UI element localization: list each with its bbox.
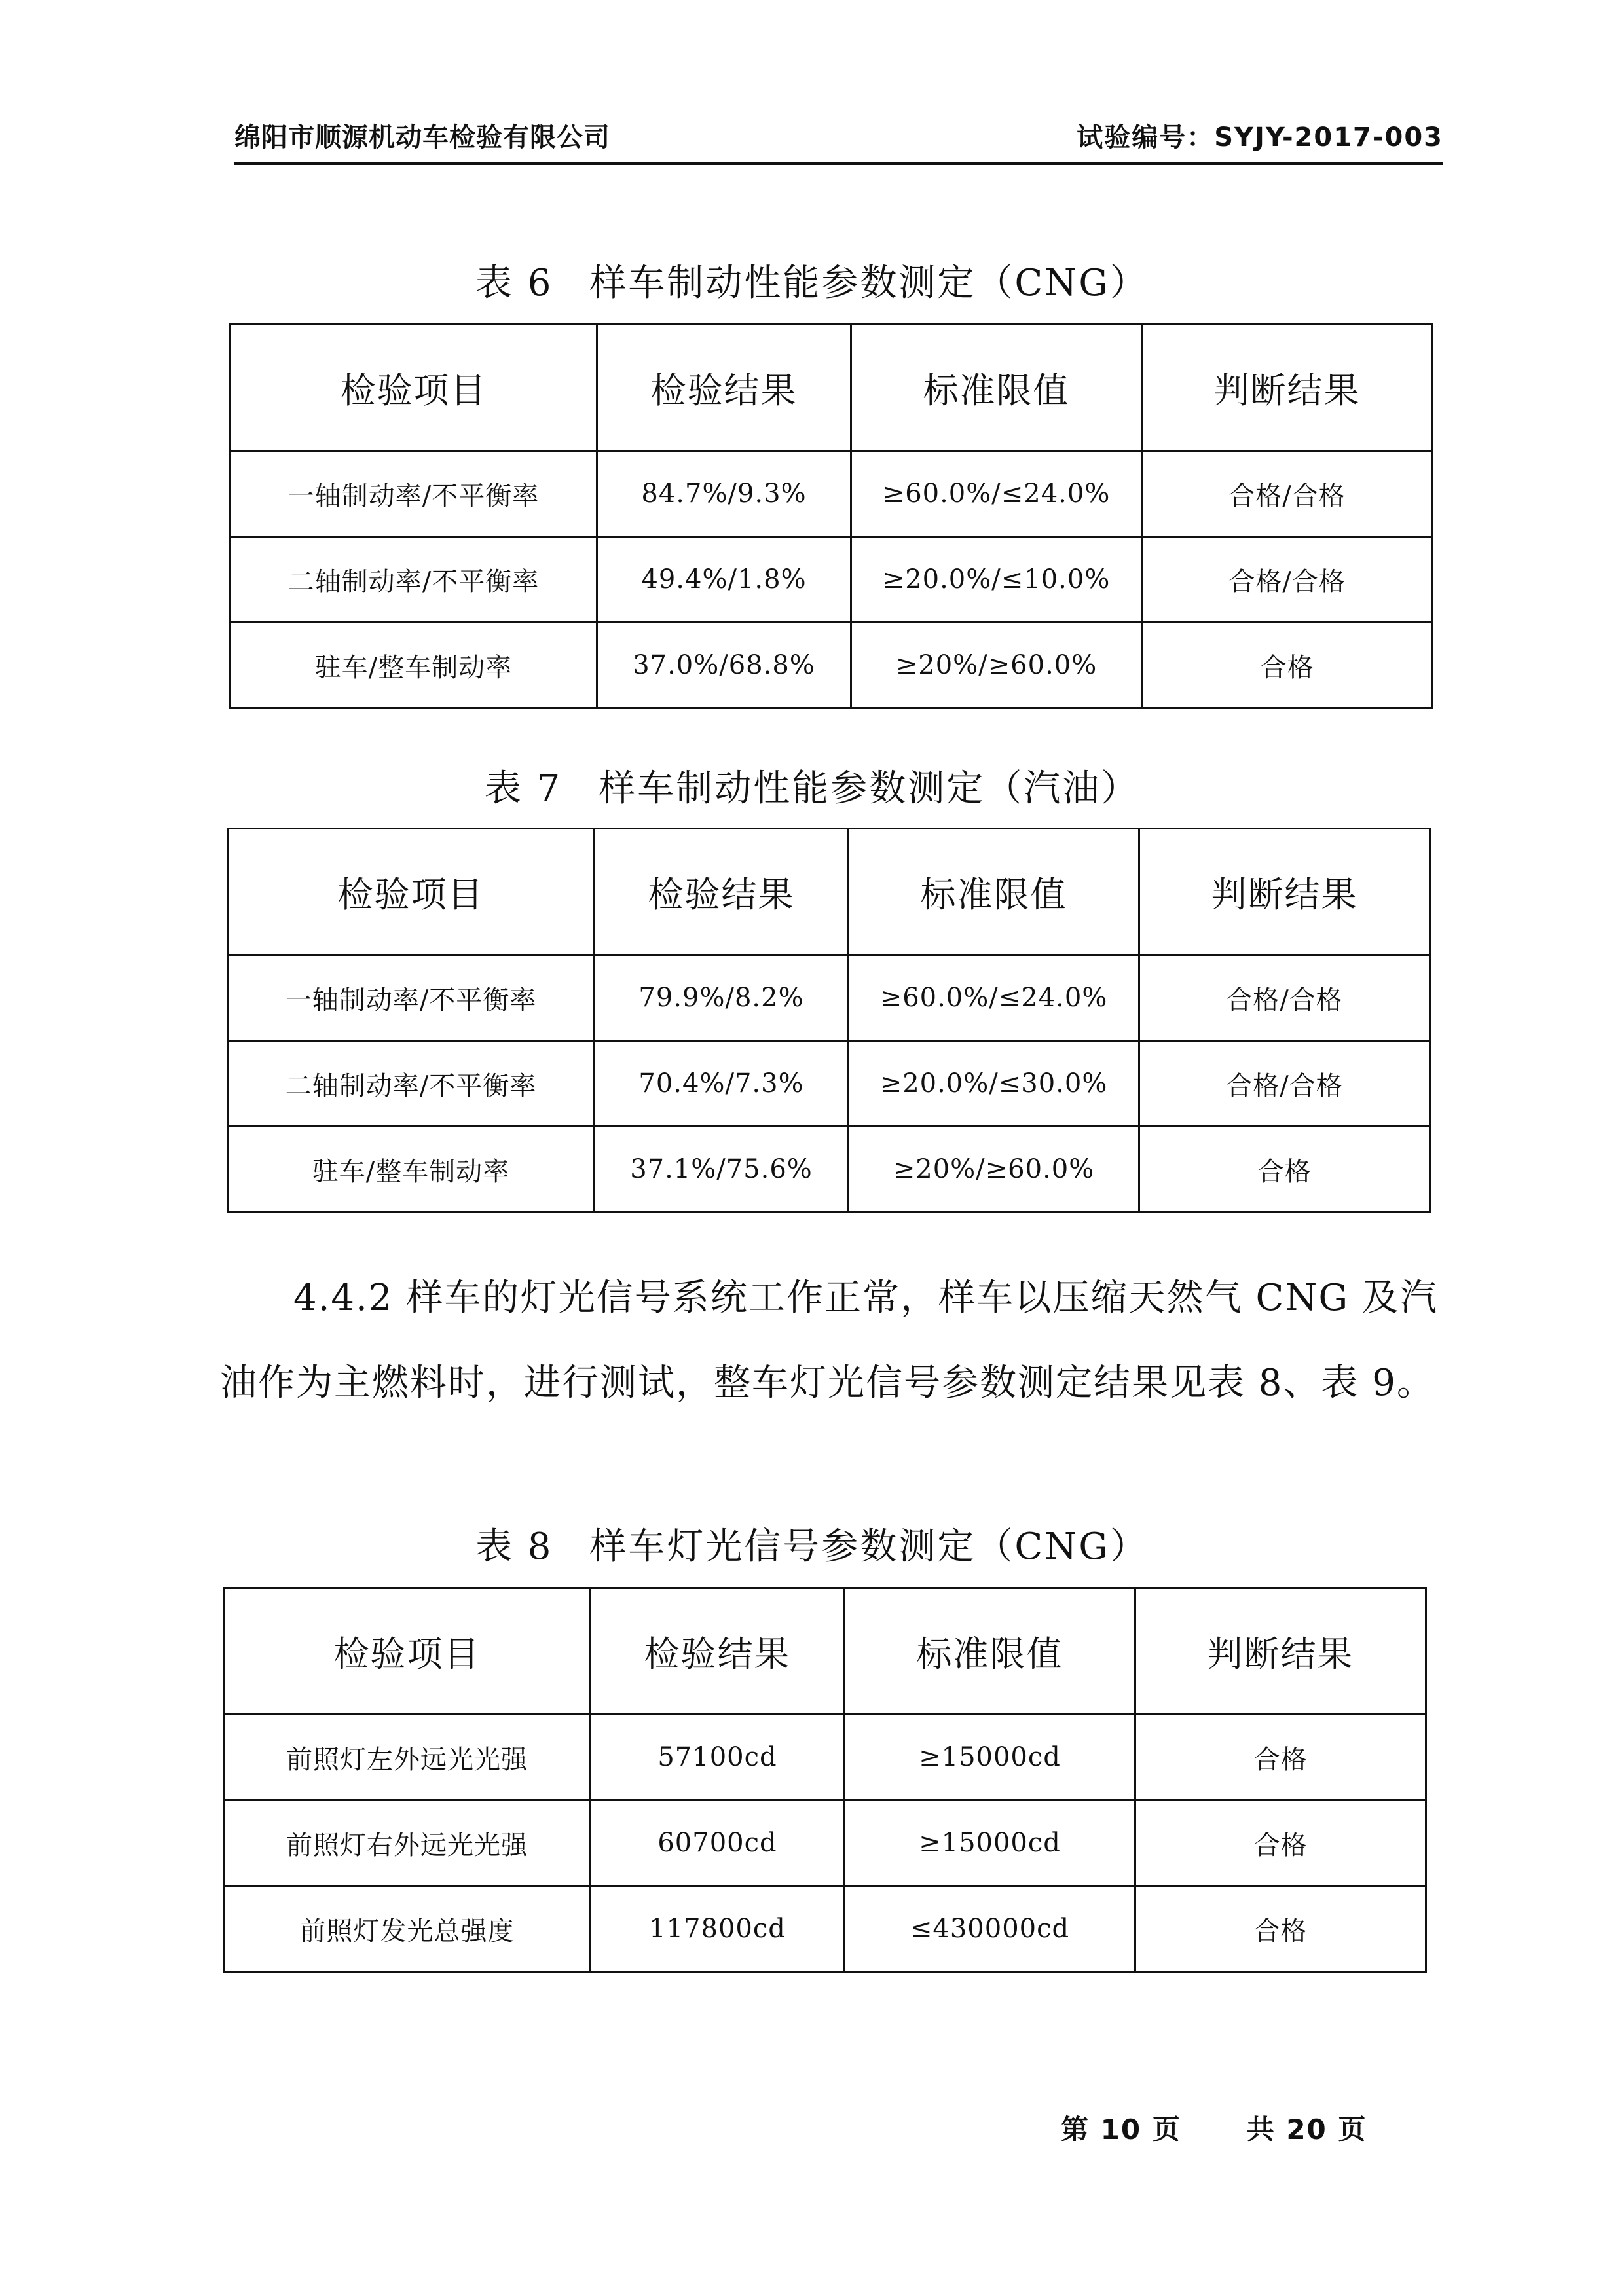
column-header: 标准限值 xyxy=(845,1588,1135,1715)
table-6-number: 表 6 xyxy=(475,262,553,304)
page-footer xyxy=(1061,2108,1367,2147)
table-cell: 117800cd xyxy=(591,1886,845,1972)
table-cell: 37.1%/75.6% xyxy=(595,1127,849,1212)
table-cell: 前照灯发光总强度 xyxy=(224,1886,591,1972)
table-cell: ≥15000cd xyxy=(845,1715,1135,1800)
table-cell: 合格 xyxy=(1135,1715,1426,1800)
column-header: 标准限值 xyxy=(851,325,1142,451)
table-6-caption xyxy=(0,254,1624,306)
table-6 xyxy=(229,323,1433,709)
table-cell: 驻车/整车制动率 xyxy=(231,623,597,708)
column-header: 标准限值 xyxy=(849,829,1139,955)
table-7 xyxy=(227,828,1431,1213)
table-row xyxy=(231,537,1433,623)
table-cell: 60700cd xyxy=(591,1800,845,1886)
table-cell: 合格 xyxy=(1135,1886,1426,1972)
table-7-caption xyxy=(0,759,1624,812)
table-header-row xyxy=(231,325,1433,451)
table-row xyxy=(231,623,1433,708)
column-header: 检验项目 xyxy=(231,325,597,451)
column-header: 检验项目 xyxy=(224,1588,591,1715)
table-cell: 84.7%/9.3% xyxy=(597,451,851,537)
table-row xyxy=(228,1041,1430,1127)
table-cell: 合格 xyxy=(1135,1800,1426,1886)
table-6-title: 样车制动性能参数测定（CNG） xyxy=(589,262,1149,304)
table-cell: 合格/合格 xyxy=(1142,537,1433,623)
table-8-caption xyxy=(0,1518,1624,1570)
table-row xyxy=(231,451,1433,537)
column-header: 判断结果 xyxy=(1135,1588,1426,1715)
table-cell: 合格/合格 xyxy=(1139,1041,1430,1127)
test-number: 试验编号：SYJY-2017-003 xyxy=(1077,122,1443,153)
table-row xyxy=(228,955,1430,1041)
table-7-title: 样车制动性能参数测定（汽油） xyxy=(599,767,1140,810)
page-header xyxy=(234,117,1443,156)
table-cell: 前照灯右外远光光强 xyxy=(224,1800,591,1886)
table-8 xyxy=(223,1587,1427,1973)
table-cell: 合格/合格 xyxy=(1142,451,1433,537)
table-cell: 驻车/整车制动率 xyxy=(228,1127,595,1212)
table-row xyxy=(224,1715,1426,1800)
table-row xyxy=(224,1800,1426,1886)
table-cell: ≤430000cd xyxy=(845,1886,1135,1972)
page-number: 第 10 页 xyxy=(1061,2113,1181,2145)
table-cell: ≥20.0%/≤30.0% xyxy=(849,1041,1139,1127)
table-cell: ≥20%/≥60.0% xyxy=(849,1127,1139,1212)
table-cell: 70.4%/7.3% xyxy=(595,1041,849,1127)
table-8-title: 样车灯光信号参数测定（CNG） xyxy=(589,1525,1149,1568)
table-cell: ≥60.0%/≤24.0% xyxy=(851,451,1142,537)
table-cell: 一轴制动率/不平衡率 xyxy=(228,955,595,1041)
table-cell: ≥15000cd xyxy=(845,1800,1135,1886)
table-cell: 二轴制动率/不平衡率 xyxy=(231,537,597,623)
column-header: 检验结果 xyxy=(595,829,849,955)
column-header: 检验项目 xyxy=(228,829,595,955)
table-header-row xyxy=(224,1588,1426,1715)
table-cell: 合格/合格 xyxy=(1139,955,1430,1041)
table-row xyxy=(224,1886,1426,1972)
table-cell: 前照灯左外远光光强 xyxy=(224,1715,591,1800)
column-header: 判断结果 xyxy=(1139,829,1430,955)
table-cell: 二轴制动率/不平衡率 xyxy=(228,1041,595,1127)
column-header: 判断结果 xyxy=(1142,325,1433,451)
company-name: 绵阳市顺源机动车检验有限公司 xyxy=(234,122,610,153)
table-cell: 一轴制动率/不平衡率 xyxy=(231,451,597,537)
table-cell: ≥60.0%/≤24.0% xyxy=(849,955,1139,1041)
table-cell: 合格 xyxy=(1139,1127,1430,1212)
table-cell: ≥20%/≥60.0% xyxy=(851,623,1142,708)
table-cell: 37.0%/68.8% xyxy=(597,623,851,708)
section-paragraph: 4.4.2 样车的灯光信号系统工作正常，样车以压缩天然气 CNG 及汽油作为主燃料时，进行测试，整车灯光信号参数测定结果见表 8、表 9。 xyxy=(220,1277,1438,1404)
table-cell: 合格 xyxy=(1142,623,1433,708)
table-8-number: 表 8 xyxy=(475,1525,553,1568)
column-header: 检验结果 xyxy=(597,325,851,451)
table-cell: 49.4%/1.8% xyxy=(597,537,851,623)
column-header: 检验结果 xyxy=(591,1588,845,1715)
table-cell: 57100cd xyxy=(591,1715,845,1800)
table-cell: 79.9%/8.2% xyxy=(595,955,849,1041)
table-header-row xyxy=(228,829,1430,955)
page-total: 共 20 页 xyxy=(1246,2113,1367,2145)
table-cell: ≥20.0%/≤10.0% xyxy=(851,537,1142,623)
header-divider xyxy=(234,162,1443,165)
table-row xyxy=(228,1127,1430,1212)
table-7-number: 表 7 xyxy=(484,767,563,810)
